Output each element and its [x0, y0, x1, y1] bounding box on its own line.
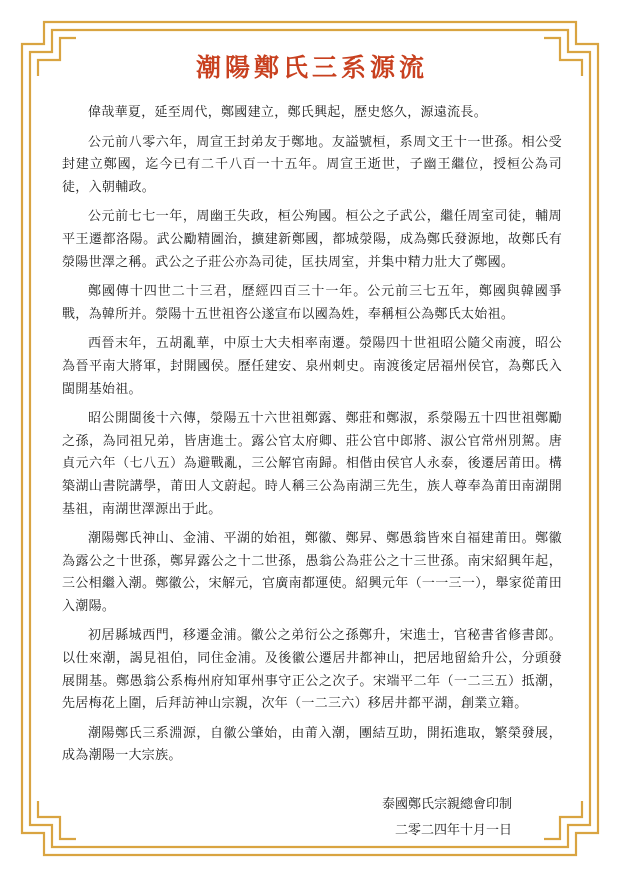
- signature-block: [382, 792, 512, 844]
- document-body: [62, 38, 562, 775]
- paragraph-southern-migration: 西晉末年，五胡亂華，中原士大夫相率南遷。滎陽四十世祖昭公隨父南渡，昭公為晉平南大將軍，封開國侯。歷任建安、泉州刺史。南渡後定居福州侯官，為鄭氏入閩開基始祖。: [62, 336, 562, 397]
- paragraph-zheng-founding: 公元前八零六年，周宣王封弟友于鄭地。友謚號桓，系周文王十一世孫。相公受封建立鄭國，迄今已有二千八百一十五年。周宣王逝世，子幽王繼位，授桓公為司徒，入朝輔政。: [62, 134, 562, 195]
- paragraph-wugong: 公元前七七一年，周幽王失政，桓公殉國。桓公之子武公，繼任周室司徒，輔周平王遷都洛陽。武公勵精圖治，擴建新鄭國，都城滎陽，成為鄭氏發源地，故鄭氏有滎陽世澤之稱。武公之子莊公亦為司徒，匡扶周室，并集中精力壯大了鄭國。: [62, 209, 562, 270]
- paragraph-putian-ancestors: 昭公開閩後十六傳，滎陽五十六世祖鄭露、鄭莊和鄭淑，系滎陽五十四世祖鄭勵之孫，為同祖兄弟，皆唐進士。露公官太府卿、莊公官中郎將、淑公官常州別駕。唐貞元六年（七八五）為避戰亂，三公解官南歸。相偕由侯官人永泰，後遷居莆田。構築湖山書院講學，莆田人文蔚起。時人稱三公為南湖三先生，族人尊奉為莆田南湖開基祖，南湖世澤源出于此。: [62, 411, 562, 517]
- signature-organization: 泰國鄭氏宗親總會印制: [381, 797, 512, 812]
- page-title: 潮陽鄭氏三系源流: [195, 53, 428, 82]
- paragraph-chaoyang-founders: 潮陽鄭氏神山、金浦、平湖的始祖，鄭徽、鄭昇、鄭愚翁皆來自福建莆田。鄭徽為露公之十世孫，鄭昇露公之十二世孫，愚翁公為莊公之十三世孫。南宋紹興年起，三公相繼入潮。鄭徽公，宋解元，官廣南都運使。紹興元年（一一三一），舉家從莆田入潮陽。: [62, 531, 562, 614]
- signature-date: 二零二四年十月一日: [394, 823, 512, 838]
- paragraph-surname-origin: 鄭國傳十四世二十三君，歷經四百三十一年。公元前三七五年，鄭國與韓國爭戰，為韓所并。滎陽十五世祖咨公遂宣布以國為姓，奉稱桓公為鄭氏太始祖。: [62, 284, 562, 322]
- paragraph-intro: 偉哉華夏，延至周代，鄭國建立，鄭氏興起，歷史悠久，源遠流長。: [88, 105, 488, 120]
- paragraph-conclusion: 潮陽鄭氏三系淵源，自徽公肇始，由莆入潮，團結互助，開拓進取，繁榮發展，成為潮陽一大宗族。: [62, 725, 562, 764]
- paragraph-settlement: 初居縣城西門，移遷金浦。徽公之弟衍公之孫鄭升，宋進士，官秘書省修書郎。以仕來潮，謁見祖伯，同住金浦。及後徽公遷居井都神山，把居地留給升公，分頭發展開基。鄭愚翁公系梅州府知軍州事守正公之次子。宋端平二年（一二三五）抵潮，先居梅花上圍，后拜訪神山宗親，次年（一二三六）移居井都平湖，創業立籍。: [62, 628, 562, 712]
